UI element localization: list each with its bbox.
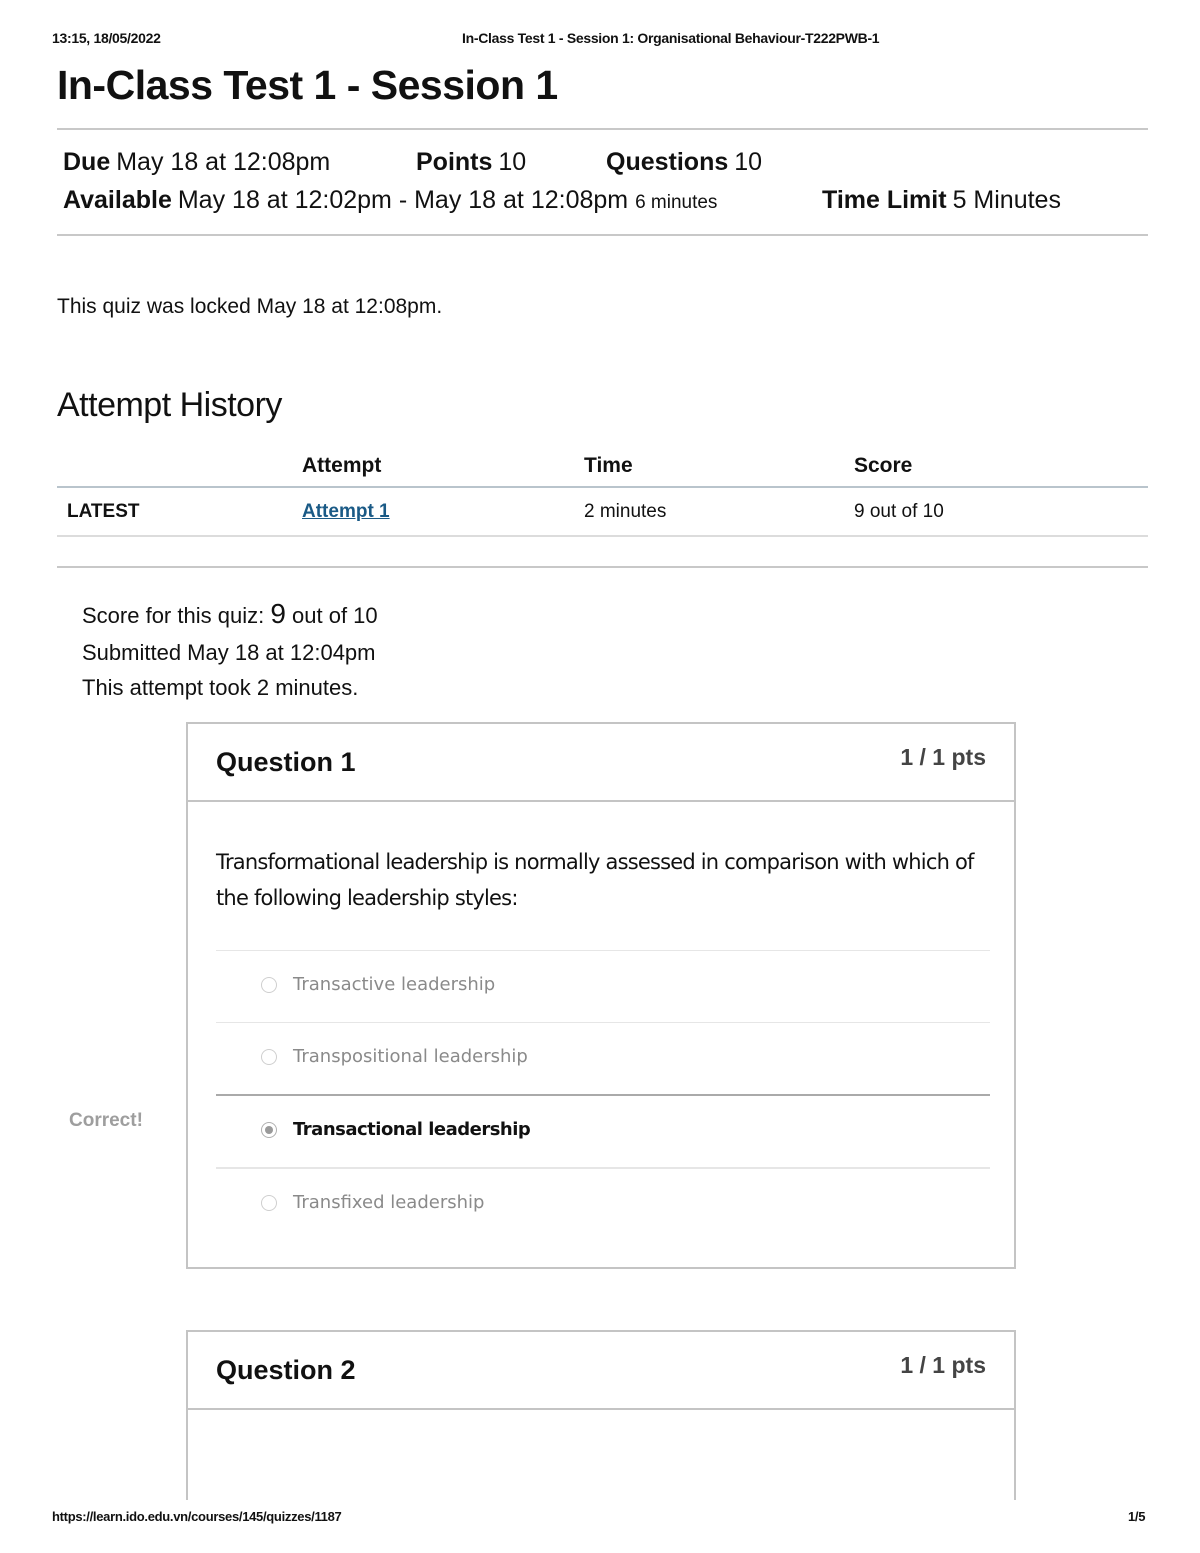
- questions-info: [606, 148, 762, 177]
- column-header: [57, 446, 302, 487]
- answer-option[interactable]: [216, 1169, 990, 1240]
- available-value: May 18 at 12:02pm - May 18 at 12:08pm: [177, 186, 629, 214]
- locked-notice: This quiz was locked May 18 at 12:08pm.: [57, 295, 443, 318]
- divider: [57, 234, 1148, 236]
- score-suffix: out of 10: [292, 603, 378, 628]
- question-title: Question 1: [216, 747, 356, 777]
- print-datetime: 13:15, 18/05/2022: [52, 30, 161, 46]
- question-points: 1 / 1 pts: [900, 744, 986, 770]
- answer-label: Transpositional leadership: [293, 1046, 528, 1067]
- print-page-number: 1/5: [1128, 1509, 1146, 1524]
- radio-icon[interactable]: [261, 1195, 277, 1211]
- question-card: [186, 1330, 1016, 1500]
- available-info: [63, 186, 717, 215]
- due-info: [63, 148, 330, 177]
- answer-label: Transfixed leadership: [293, 1192, 485, 1213]
- column-header-attempt: Attempt: [302, 446, 584, 487]
- time-limit-label: Time Limit: [822, 186, 947, 214]
- answer-label: Transactional leadership: [293, 1119, 531, 1140]
- question-header: [188, 1332, 1014, 1410]
- points-info: [416, 148, 526, 177]
- answer-list: [216, 950, 990, 1240]
- attempt-time: 2 minutes: [584, 487, 854, 536]
- score-summary: [82, 598, 378, 630]
- attempt-link[interactable]: Attempt 1: [302, 500, 390, 522]
- score-prefix: Score for this quiz:: [82, 603, 265, 628]
- submitted-time: Submitted May 18 at 12:04pm: [82, 640, 376, 665]
- divider: [57, 128, 1148, 130]
- table-row: [57, 487, 1148, 536]
- column-header-score: Score: [854, 446, 1148, 487]
- points-value: 10: [498, 148, 527, 176]
- radio-icon[interactable]: [261, 1049, 277, 1065]
- answer-option[interactable]: [216, 950, 990, 1022]
- question-points: 1 / 1 pts: [900, 1352, 986, 1378]
- due-value: May 18 at 12:08pm: [116, 148, 331, 176]
- page-title: In-Class Test 1 - Session 1: [57, 62, 558, 108]
- attempt-score: 9 out of 10: [854, 487, 1148, 536]
- print-url: https://learn.ido.edu.vn/courses/145/quizzes/1187: [52, 1509, 342, 1524]
- column-header-time: Time: [584, 446, 854, 487]
- points-label: Points: [416, 148, 493, 176]
- radio-selected-icon[interactable]: [261, 1122, 277, 1138]
- question-header: [188, 724, 1014, 802]
- available-label: Available: [63, 186, 172, 214]
- question-title: Question 2: [216, 1355, 356, 1385]
- table-header-row: [57, 446, 1148, 487]
- available-duration: 6 minutes: [635, 192, 718, 213]
- attempt-history-table: [57, 446, 1148, 537]
- radio-icon[interactable]: [261, 977, 277, 993]
- attempt-status: LATEST: [57, 487, 302, 536]
- questions-value: 10: [734, 148, 763, 176]
- due-label: Due: [63, 148, 111, 176]
- score-value: 9: [270, 598, 286, 629]
- attempt-duration: This attempt took 2 minutes.: [82, 675, 359, 700]
- answer-option-selected[interactable]: [216, 1094, 990, 1169]
- answer-option[interactable]: [216, 1022, 990, 1094]
- divider: [57, 566, 1148, 568]
- attempt-history-title: Attempt History: [57, 386, 282, 424]
- questions-label: Questions: [606, 148, 729, 176]
- question-card: [186, 722, 1016, 1269]
- time-limit-value: 5 Minutes: [952, 186, 1061, 214]
- correct-answer-flag: Correct!: [69, 1110, 143, 1131]
- print-document-title: In-Class Test 1 - Session 1: Organisational Behaviour-T222PWB-1: [462, 30, 880, 46]
- question-text: Transformational leadership is normally assessed in comparison with which of the following leadership styles:: [216, 850, 974, 910]
- answer-label: Transactive leadership: [293, 974, 496, 995]
- time-limit-info: [822, 186, 1061, 215]
